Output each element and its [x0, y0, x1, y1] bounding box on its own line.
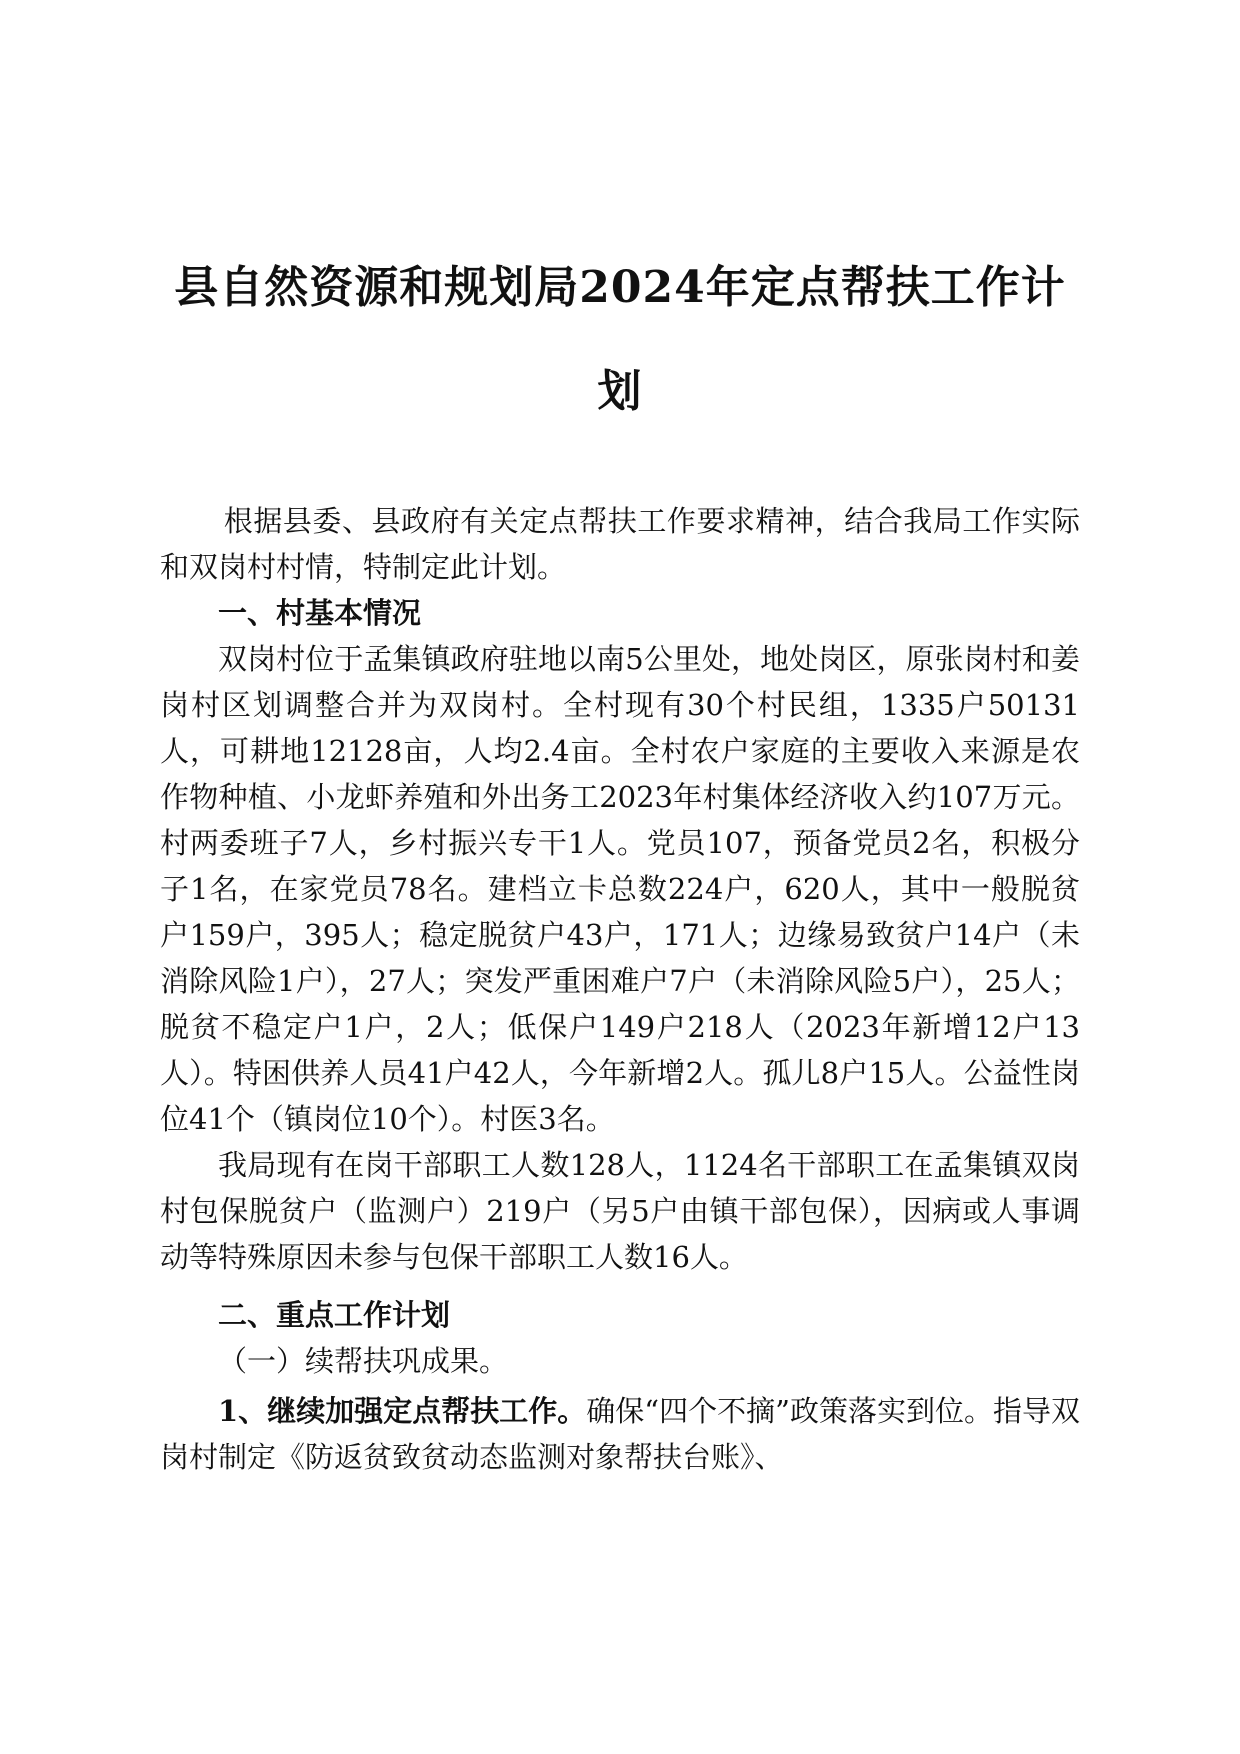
bureau-staff-paragraph: 我局现有在岗干部职工人数128人，1124名干部职工在孟集镇双岗村包保脱贫户（监测户）219户（另5户由镇干部包保），因病或人事调动等特殊原因未参与包保干部职工人数16人。	[160, 1148, 1080, 1274]
item-1-text: 确保“四个不摘”政策落实到位。指导双岗村制定《防返贫致贫动态监测对象帮扶台账》、	[160, 1394, 1080, 1474]
village-info-paragraph: 双岗村位于孟集镇政府驻地以南5公里处，地处岗区，原张岗村和姜岗村区划调整合并为双岗村。全村现有30个村民组，1335户50131人，可耕地12128亩，人均2.4亩。全村农户家庭的主要收入来源是农作物种植、小龙虾养殖和外出务工2023年村集体经济收入约107万元。村两委班子7人，乡村振兴专干1人。党员107，预备党员2名，积极分子1名，在家党员78名。建档立卡总数224户，620人，其中一般脱贫户159户，395人；稳定脱贫户43户，171人；边缘易致贫户14户（未消除风险1户），27人；突发严重困难户7户（未消除风险5户），25人；脱贫不稳定户1户，2人；低保户149户218人（2023年新增12户13人）。特困供养人员41户42人，今年新增2人。孤儿8户15人。公益性岗位41个（镇岗位10个）。村医3名。	[160, 642, 1080, 1136]
section-2-heading: 二、重点工作计划	[218, 1298, 451, 1332]
document-body	[160, 498, 1080, 1480]
item-1-paragraph	[160, 1388, 1080, 1480]
item-1-lead: 1、继续加强定点帮扶工作。	[218, 1394, 587, 1428]
title-line-1: 县自然资源和规划局2024年定点帮扶工作计	[174, 262, 1066, 313]
intro-paragraph: 根据县委、县政府有关定点帮扶工作要求精神，结合我局工作实际和双岗村村情，特制定此计划。	[160, 504, 1080, 584]
title-line-2: 划	[597, 366, 643, 417]
section-2-subheading-1: （一）续帮扶巩成果。	[218, 1344, 509, 1378]
section-1-heading: 一、村基本情况	[218, 596, 422, 630]
document-title	[160, 236, 1080, 444]
